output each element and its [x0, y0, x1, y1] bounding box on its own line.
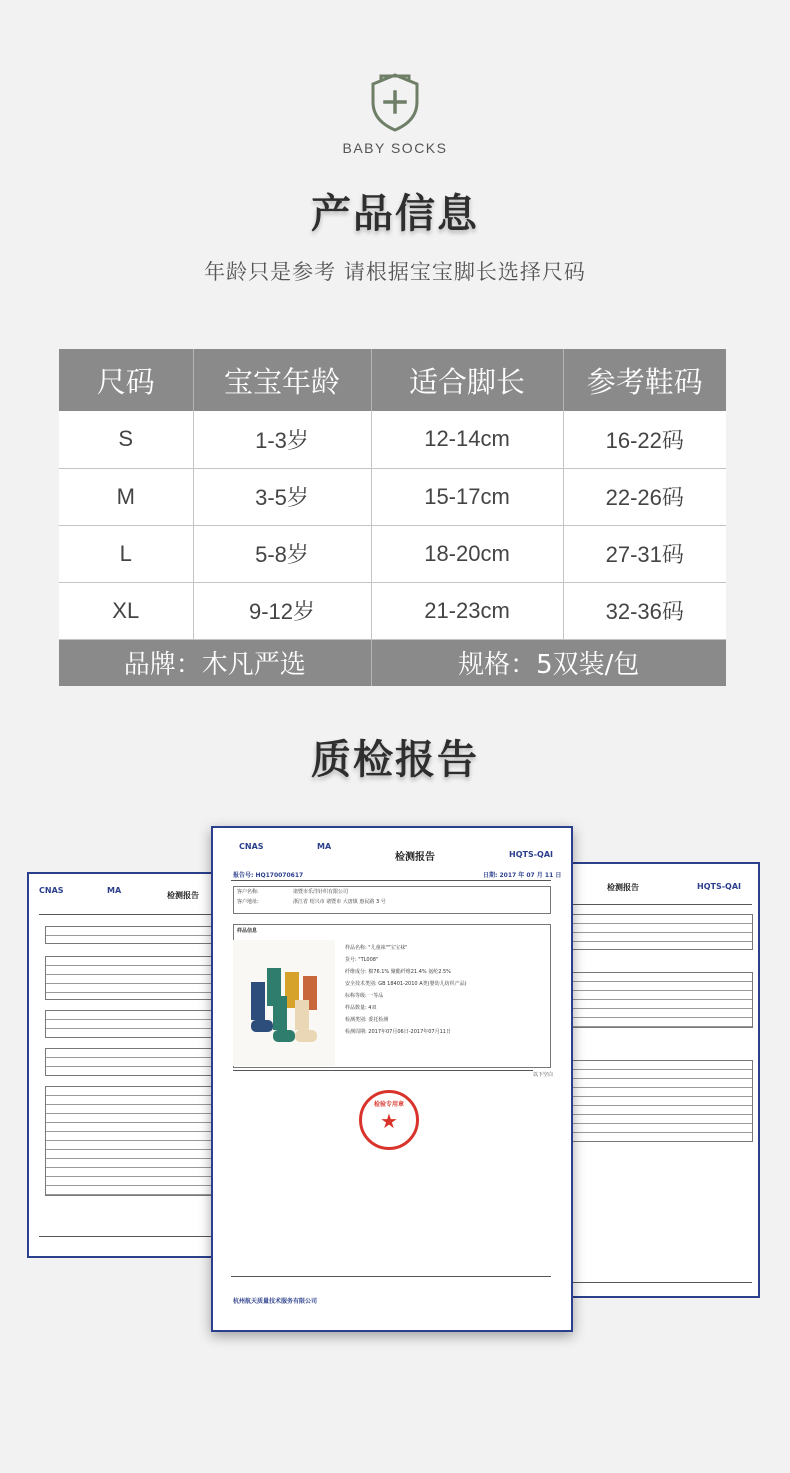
hqts-logo: HQTS-QAI [697, 882, 742, 891]
cell-foot-length: 15-17cm [371, 468, 563, 525]
cell-age: 3-5岁 [193, 468, 371, 525]
report-number: 报告号: HQ170070617 [233, 872, 304, 879]
header-size: 尺码 [59, 349, 193, 411]
cell-shoe-size: 27-31码 [563, 525, 726, 582]
cell-age: 5-8岁 [193, 525, 371, 582]
client-label: 客户名称: [237, 889, 259, 895]
table-row [59, 525, 726, 582]
table-footer-row [59, 639, 726, 686]
report-page-main [211, 826, 573, 1332]
quality-report-title: 质检报告 [311, 737, 479, 783]
cnas-logo: CNAS [239, 842, 264, 851]
ma-logo: MA [317, 842, 332, 851]
brand-subtitle: BABY SOCKS [342, 140, 448, 156]
size-chart-table [59, 349, 726, 686]
spec-cell: 规格：5双装/包 [371, 639, 726, 686]
table-row [59, 582, 726, 639]
seal-label: 检验专用章 [373, 1101, 404, 1108]
field-product-name: 样品名称: "儿童袜""宝宝袜" [345, 945, 408, 951]
cnas-logo: CNAS [39, 886, 64, 895]
cell-foot-length: 21-23cm [371, 582, 563, 639]
cell-size: M [59, 468, 193, 525]
size-hint-text: 年龄只是参考 请根据宝宝脚长选择尺码 [204, 260, 586, 284]
report-page-left [27, 872, 229, 1258]
field-fiber: 纤维成分: 棉76.1% 聚酯纤维21.4% 氨纶2.5% [345, 969, 451, 975]
end-mark: 以下空白 [533, 1072, 554, 1078]
brand-cell: 品牌：木凡严选 [59, 639, 371, 686]
cell-foot-length: 12-14cm [371, 411, 563, 468]
table-row [59, 468, 726, 525]
cell-size: XL [59, 582, 193, 639]
field-safety-class: 安全技术类别: GB 18401-2010 A类(婴幼儿纺织产品) [345, 981, 467, 987]
table-row [59, 411, 726, 468]
hqts-logo: HQTS-QAI [509, 850, 554, 859]
size-table-header [59, 349, 726, 411]
lab-name: 杭州航天质量技术服务有限公司 [233, 1298, 318, 1305]
report-doc-title: 检测报告 [607, 883, 639, 892]
field-quantity: 样品数量: 4双 [345, 1005, 377, 1011]
header-foot-length: 适合脚长 [371, 349, 563, 411]
report-date: 日期: 2017 年 07 月 11 日 [483, 872, 562, 879]
report-doc-title: 检测报告 [167, 891, 199, 900]
cell-shoe-size: 32-36码 [563, 582, 726, 639]
shield-plus-icon [367, 72, 423, 132]
address-value: 浙江省 绍兴市 诸暨市 大唐镇 惠民路 3 号 [293, 899, 386, 905]
cell-shoe-size: 16-22码 [563, 411, 726, 468]
ma-logo: MA [107, 886, 122, 895]
field-test-type: 检测类别: 委托检测 [345, 1017, 389, 1023]
official-seal [359, 1090, 419, 1150]
cell-foot-length: 18-20cm [371, 525, 563, 582]
product-info-title: 产品信息 [311, 191, 479, 237]
cell-size: L [59, 525, 193, 582]
client-value: 诸暨市乐洋针织有限公司 [293, 889, 349, 895]
cell-age: 1-3岁 [193, 411, 371, 468]
socks-photo-icon [233, 940, 335, 1066]
sample-info-label: 样品信息 [237, 928, 258, 934]
report-doc-title: 检测报告 [395, 852, 435, 863]
header-shoe-size: 参考鞋码 [563, 349, 726, 411]
cell-age: 9-12岁 [193, 582, 371, 639]
header-age: 宝宝年龄 [193, 349, 371, 411]
field-grade: 标称等级: 一等品 [345, 993, 384, 999]
address-label: 客户地址: [237, 899, 259, 905]
cell-size: S [59, 411, 193, 468]
field-test-period: 检测周期: 2017年07月06日-2017年07月11日 [345, 1029, 451, 1035]
sample-socks-image [233, 940, 335, 1066]
star-icon: ★ [380, 1109, 398, 1133]
cell-shoe-size: 22-26码 [563, 468, 726, 525]
field-item-number: 货号: "TL008" [345, 957, 379, 963]
report-page-right [555, 862, 760, 1298]
